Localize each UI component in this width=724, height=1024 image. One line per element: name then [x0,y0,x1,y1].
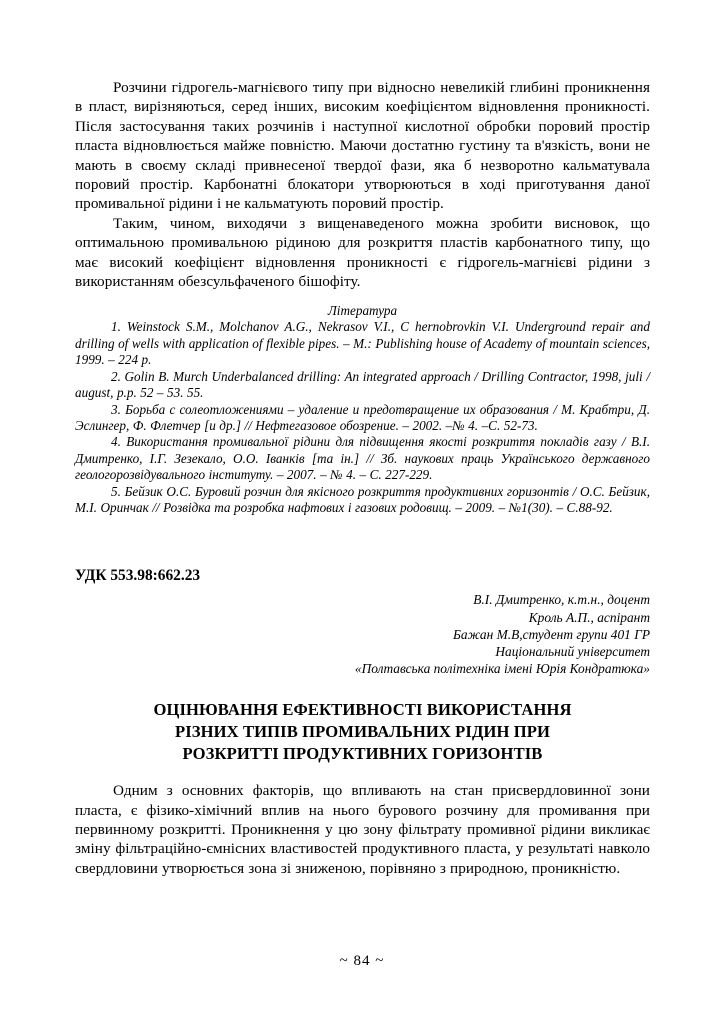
paragraph: Таким, чином, виходячи з вищенаведеного можна зробити висновок, що оптимальною промивальною рідиною для розкриття пластів карбонатного типу, що має високий коефіцієнт відновлення проникності є гідрогель-магнієві рідини з використанням обезсульфаченого бішофіту. [75,214,650,291]
article-header [75,566,650,878]
author-line: В.І. Дмитренко, к.т.н., доцент [473,592,650,608]
reference-item: 5. Бейзик О.С. Буровий розчин для якісного розкриття продуктивних горизонтів / О.С. Бейзик, М.І. Оринчак // Розвідка та розробка нафтових і газових родовищ. – 2009. – №1(30). – С.88-92. [75,483,650,515]
author-line: Кроль А.П., аспірант [528,609,650,625]
page-number: ~ 84 ~ [339,953,385,969]
affiliation-line: «Полтавська політехніка імені Юрія Кондратюка» [354,661,650,677]
references-section [75,302,650,516]
section-gap [75,516,650,566]
previous-article-body [75,78,650,291]
article-title-line: РІЗНИХ ТИПІВ ПРОМИВАЛЬНИХ РІДИН ПРИ [175,721,550,741]
article-title-line: РОЗКРИТТІ ПРОДУКТИВНИХ ГОРИЗОНТІВ [182,743,543,763]
article-title [75,699,650,764]
affiliation-line: Національний університет [495,643,650,659]
paragraph: Одним з основних факторів, що впливають на стан присвердловинної зони пласта, є фізико-хімічний вплив на нього бурового розчину для промивання при первинному розкритті. Проникнення у цю зону фільтрату промивної рідини викликає зміну фільтраційно-ємнісних властивостей продуктивного пласта, у результаті навколо свердловини утворюється зона зі зниженою, порівняно з природною, проникністю. [75,782,650,877]
reference-item: 3. Борьба с солеотложениями – удаление и предотвращение их образования / М. Крабтри, Д. Эслингер, Ф. Флетчер [и др.] // Нефтегазовое обозрение. – 2002. –№ 4. –С. 52-73. [75,401,650,433]
reference-item: 1. Weinstock S.M., Molchanov A.G., Nekrasov V.I., C hernobrovkin V.I. Underground repair and drilling of wells with application of flexible pipes. – M.: Publishing house of Academy of mountain sciences, 1999. – 224 p. [75,319,650,368]
author-line: Бажан М.В,студент групи 401 ГР [453,626,650,642]
page-content [75,78,650,878]
udc-code: УДК 553.98:662.23 [75,567,201,585]
spacer [75,677,650,699]
reference-item: 2. Golin B. Murch Underbalanced drilling: An integrated approach / Drilling Contractor, 1998, juli / august, p.p. 52 – 53. 55. [75,368,650,401]
article-title-line: ОЦІНЮВАННЯ ЕФЕКТИВНОСТІ ВИКОРИСТАННЯ [153,700,572,720]
reference-item: 4. Використання промивальної рідини для підвищення якості розкриття покладів газу / В.І. Дмитренко, І.Г. Зезекало, О.О. Іванків [та ін.] // Зб. наукових праць Українського державного геологорозвідувального інституту. – 2007. – № 4. – С. 227-229. [75,434,650,483]
paragraph: Розчини гідрогель-магнієвого типу при відносно невеликій глибині проникнення в пласт, вирізняються, серед інших, високим коефіцієнтом відновлення проникності. Після застосування таких розчинів і наступної кислотної обробки поровий простір пласта відновлюється майже повністю. Маючи достатню густину та в'язкість, вони не мають в своєму складі привнесеної твердої фази, яка б незворотно кальматувала поровий простір. Карбонатні блокатори утворюються в ході приготування даної промивальної рідини і не кальматують поровий простір. [75,79,650,213]
author-block [75,591,650,677]
spacer [75,764,650,781]
references-heading: Література [327,303,398,319]
